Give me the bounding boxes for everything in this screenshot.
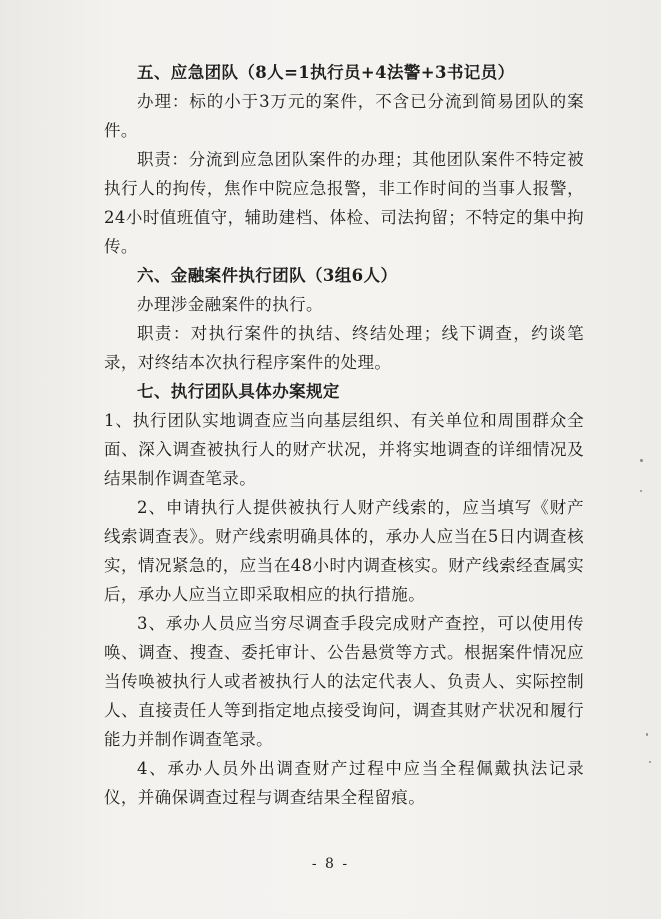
scan-speck xyxy=(649,761,651,763)
section-heading-finance-team: 六、金融案件执行团队（3组6人） xyxy=(137,266,398,285)
document-body xyxy=(104,58,584,812)
finance-team-duties: 职责：对执行案件的执结、终结处理；线下调查，约谈笔录，对终结本次执行程序案件的处理。 xyxy=(104,324,584,372)
scan-speck xyxy=(646,733,648,736)
emergency-team-handling: 办理：标的小于3万元的案件，不含已分流到简易团队的案件。 xyxy=(104,92,584,140)
finance-team-handling: 办理涉金融案件的执行。 xyxy=(137,295,323,314)
section-heading-case-rules: 七、执行团队具体办案规定 xyxy=(137,382,340,401)
page-number: - 8 - xyxy=(311,856,350,872)
rule-item-1: 1、执行团队实地调查应当向基层组织、有关单位和周围群众全面、深入调查被执行人的财产状况，并将实地调查的详细情况及结果制作调查笔录。 xyxy=(104,411,584,488)
rule-item-2: 2、申请执行人提供被执行人财产线索的，应当填写《财产线索调查表》。财产线索明确具体的，承办人应当在5日内调查核实，情况紧急的，应当在48小时内调查核实。财产线索经查属实后，承办人应当立即采取相应的执行措施。 xyxy=(104,498,584,604)
scan-speck xyxy=(640,490,642,492)
rule-item-3: 3、承办人员应当穷尽调查手段完成财产查控，可以使用传唤、调查、搜查、委托审计、公告悬赏等方式。根据案件情况应当传唤被执行人或者被执行人的法定代表人、负责人、实际控制人、直接责任人等到指定地点接受询问，调查其财产状况和履行能力并制作调查笔录。 xyxy=(104,614,584,749)
scan-speck xyxy=(640,459,643,462)
section-heading-emergency-team: 五、应急团队（8人=1执行员+4法警+3书记员） xyxy=(137,63,515,82)
emergency-team-duties: 职责：分流到应急团队案件的办理；其他团队案件不特定被执行人的拘传，焦作中院应急报警，非工作时间的当事人报警，24小时值班值守，辅助建档、体检、司法拘留；不特定的集中拘传。 xyxy=(104,150,584,256)
rule-item-4: 4、承办人员外出调查财产过程中应当全程佩戴执法记录仪，并确保调查过程与调查结果全程留痕。 xyxy=(104,759,584,807)
